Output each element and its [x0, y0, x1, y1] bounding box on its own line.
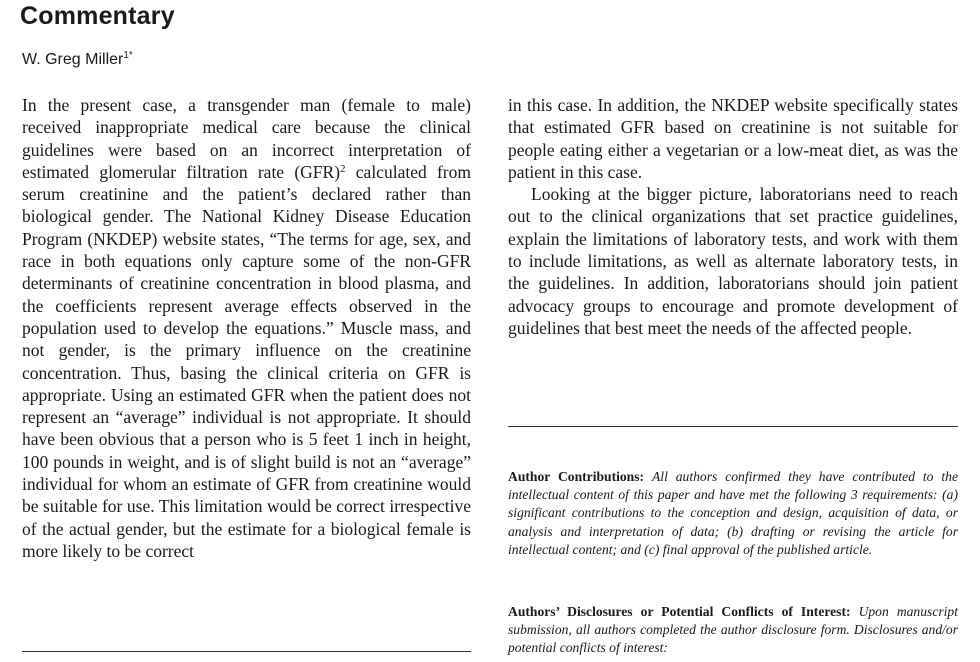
author-contributions-note [508, 468, 958, 559]
left-paragraph-1 [22, 94, 471, 562]
author-line [22, 50, 133, 69]
right-paragraph-2: Looking at the bigger picture, laboratorians need to reach out to the clinical organizations that set practice guidelines, explain the limitations of laboratory tests, and work with them to include limitations, as well as alternate laboratory tests, in the guidelines. In addition, laboratorians should join patient advocacy groups to encourage and promote development of guidelines that best meet the needs of the affected people. [508, 184, 958, 338]
author-disclosures-note [508, 603, 958, 658]
author-disclosures-label: Authors’ Disclosures or Potential Conflicts of Interest: [508, 604, 851, 619]
right-column-rule [508, 426, 958, 427]
author-disclosures-text: Upon manuscript submission, all authors completed the author disclosure form. Disclosures and/or potential conflicts of interest: [508, 604, 958, 656]
left-column [22, 94, 471, 562]
author-contributions-text: All authors confirmed they have contributed to the intellectual content of this paper and have met the following 3 requirements: (a) significant contributions to the conception and design, acquisition of data, or analysis and interpretation of data; (b) drafting or revising the article for intellectual content; and (c) final approval of the published article. [508, 469, 958, 557]
left-paragraph-1-start: In the present case, a transgender man (female to male) received inappropriate medical care because the clinical guidelines were based on an incorrect interpretation of estimated glomerular filtration rate (GFR) [22, 95, 471, 182]
author-affiliation-marks: 1* [123, 50, 133, 61]
right-paragraph-1: in this case. In addition, the NKDEP website specifically states that estimated GFR based on creatinine is not suitable for people eating either a vegetarian or a low-meat diet, as was the patient in this case. [508, 95, 958, 182]
reference-superscript: 2 [340, 162, 346, 175]
author-contributions-label: Author Contributions: [508, 469, 645, 484]
left-paragraph-1-rest: calculated from serum creatinine and the patient’s declared rather than biological gender. The National Kidney Disease Education Program (NKDEP) website states, “The terms for age, sex, and race in both equations only capture some of the non-GFR determinants of creatinine concentration in blood plasma, and the coefficients represent average effects observed in the population used to develop the equations.” Muscle mass, and not gender, is the primary influence on the creatinine concentration. Thus, basing the clinical criteria on GFR is appropriate. Using an estimated GFR when the patient does not represent an “average” individual is not appropriate. It should have been obvious that a person who is 5 feet 1 inch in height, 100 pounds in weight, and is of slight build is not an “average” individual for whom an estimate of GFR from creatinine would be suitable for use. This limitation would be correct irrespective of the actual gender, but the estimate for a biological female is more likely to be correct [22, 161, 471, 561]
author-name: W. Greg Miller [22, 51, 124, 68]
left-column-rule [22, 651, 471, 652]
section-heading: Commentary [20, 2, 175, 30]
right-column [508, 94, 958, 339]
